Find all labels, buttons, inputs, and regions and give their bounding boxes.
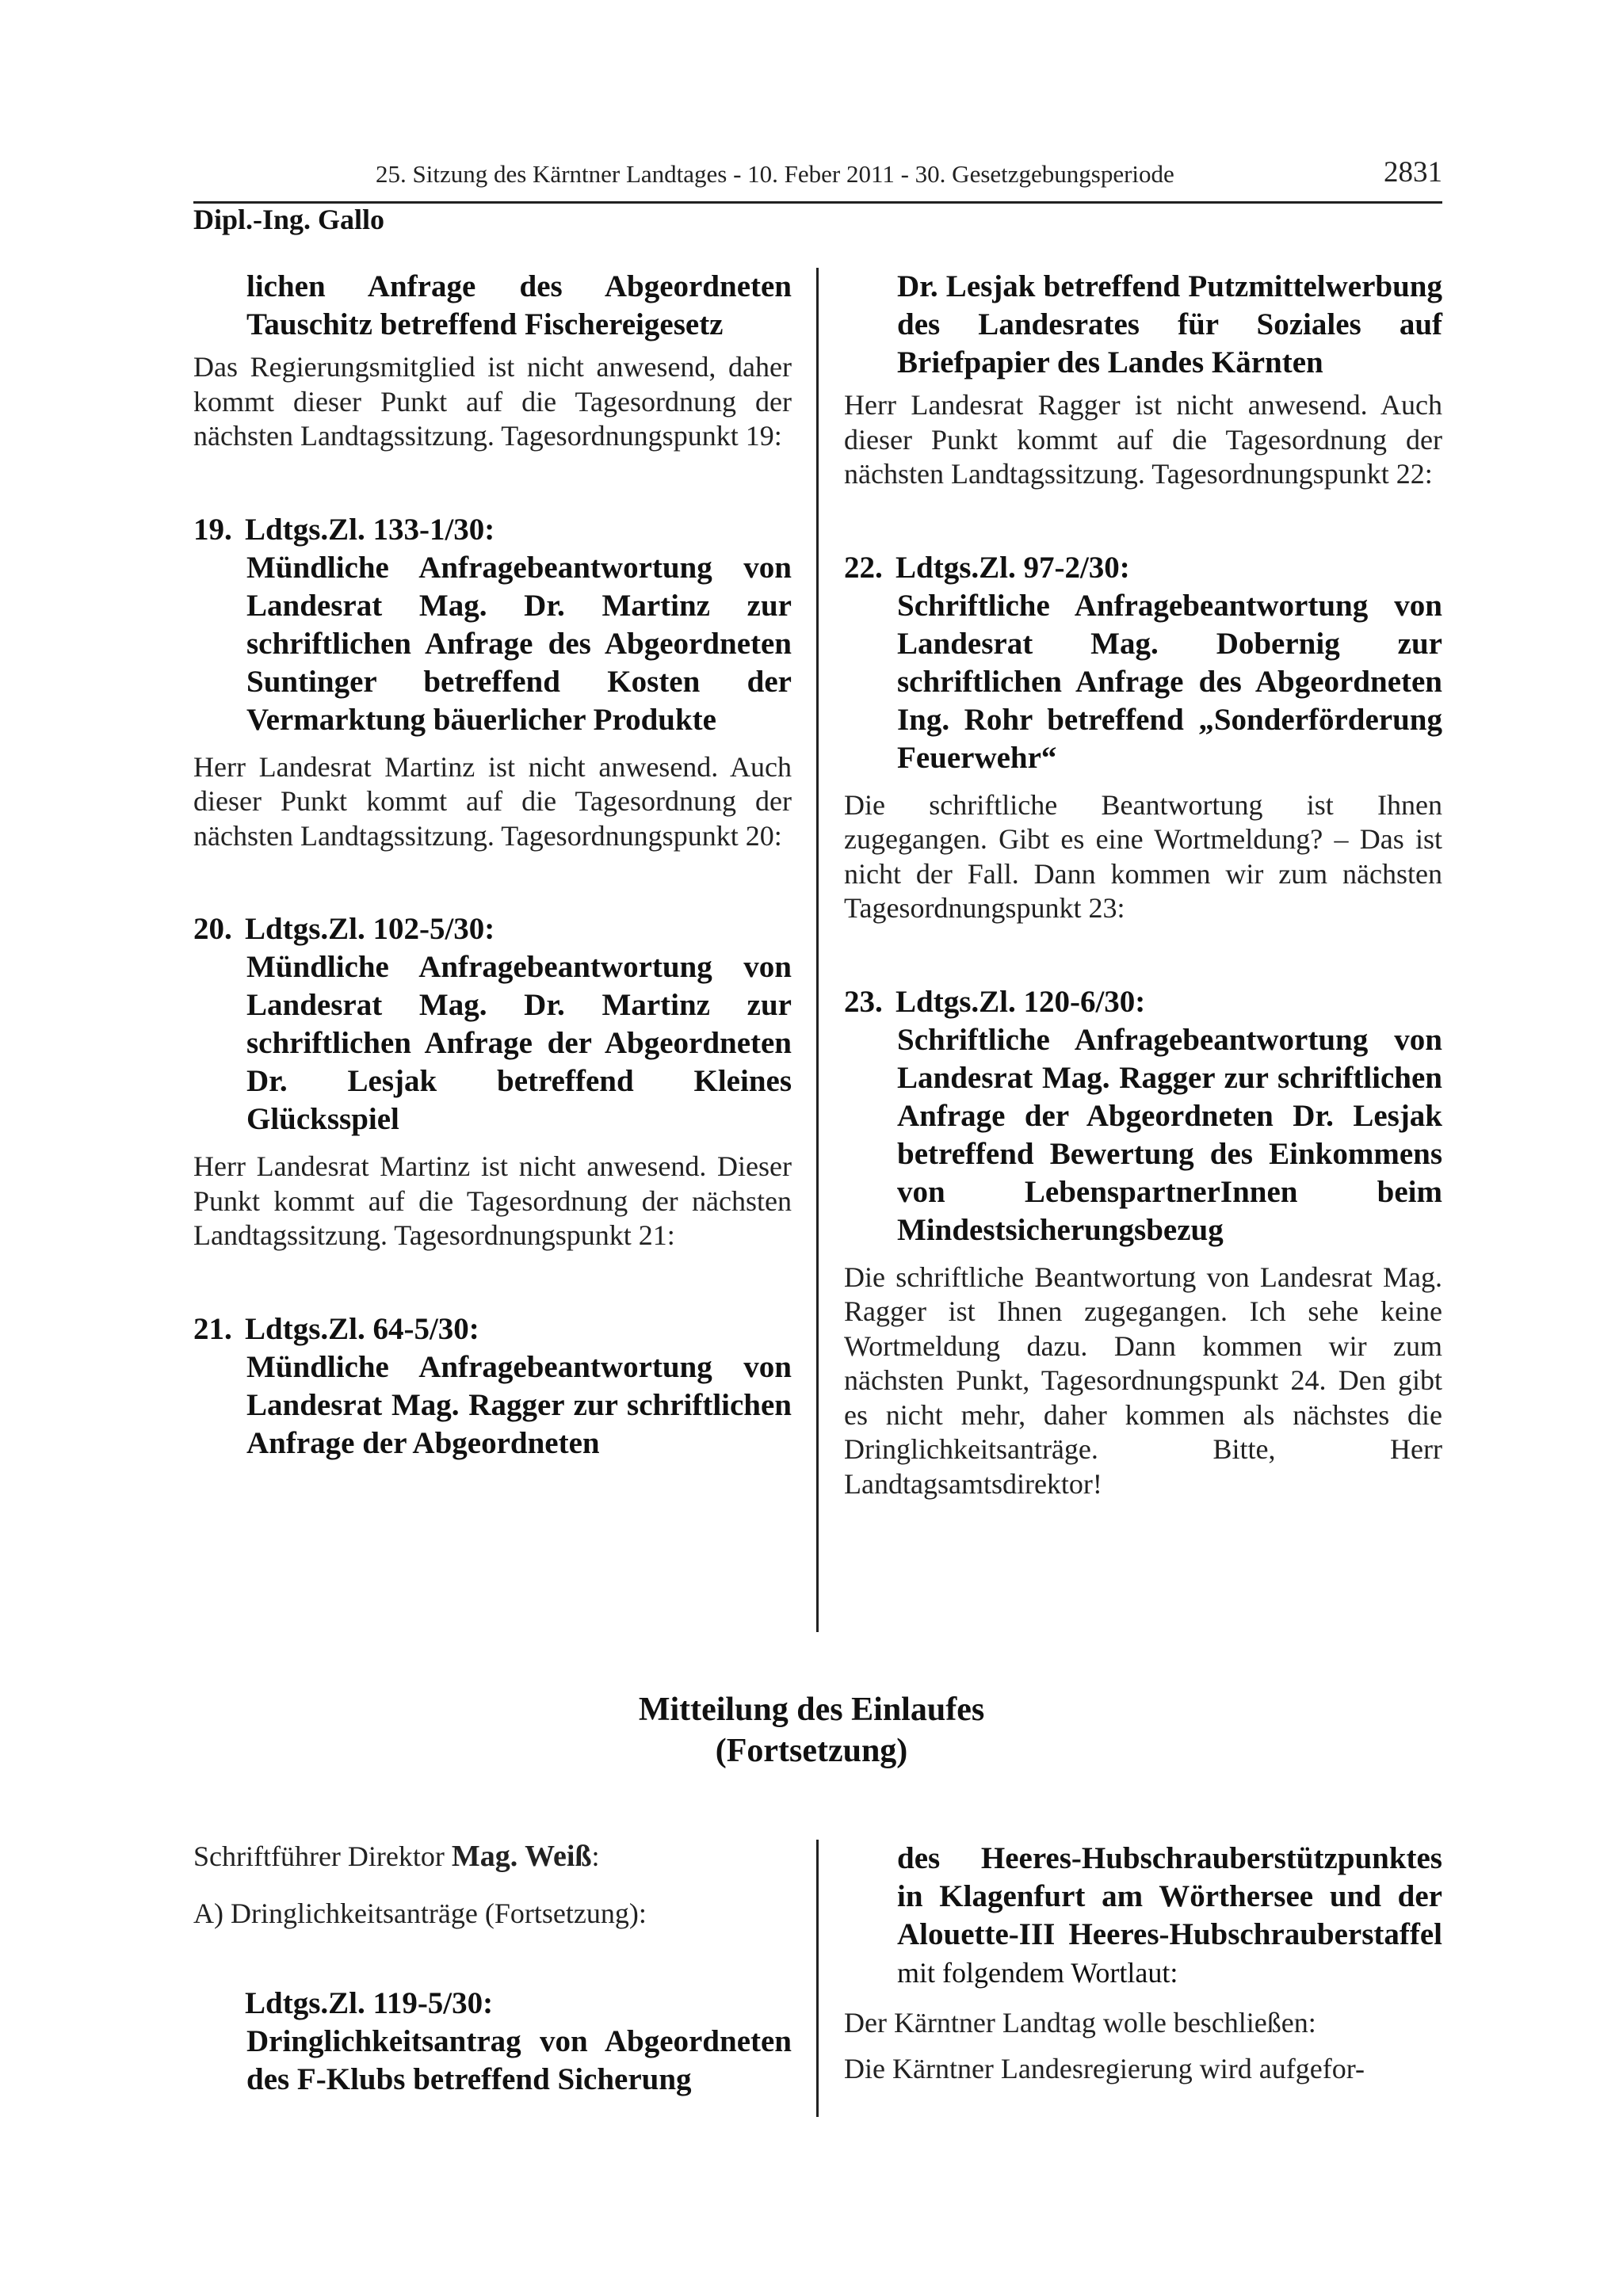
section-title-line-1: Mitteilung des Einlaufes xyxy=(638,1691,985,1728)
item-heading xyxy=(897,983,1442,1249)
item-number: 21. xyxy=(193,1311,232,1346)
section-title-line-2: (Fortsetzung) xyxy=(715,1733,908,1769)
intro-text-right: Herr Landesrat Ragger ist nicht anwesend. Auch dieser Punkt kommt auf die Tagesordnung der nächsten Landtagssitzung. Tagesordnungspunkt 22: xyxy=(844,389,1442,490)
speaker-prefix: Schriftführer Direktor xyxy=(193,1840,452,1872)
speaker-name-bold: Mag. Weiß xyxy=(451,1840,592,1873)
motion-heading xyxy=(246,1985,792,2099)
section-title xyxy=(0,1689,1623,1772)
item-title: Mündliche Anfragebeantwortung von Landesrat Mag. Dr. Martinz zur schriftlichen Anfrage der Abgeordneten Dr. Lesjak betreffend Kleines Glücksspiel xyxy=(246,950,792,1136)
motion-title-cont: des Heeres-Hubschrauberstützpunktes in Klagenfurt am Wörthersee und der Alouette-III Heeres-Hubschrauberstaffel xyxy=(897,1841,1442,1951)
motion-title: Dringlichkeitsantrag von Abgeordneten des F-Klubs betreffend Sicherung xyxy=(246,2024,792,2096)
item-number: 20. xyxy=(193,912,232,946)
lower-left-column xyxy=(193,1840,792,2099)
item-heading xyxy=(246,511,792,739)
speaker-line xyxy=(193,1840,792,1875)
motion-line-2: Die Kärntner Landesregierung wird aufgefor- xyxy=(844,2052,1365,2084)
running-title: 25. Sitzung des Kärntner Landtages - 10. Feber 2011 - 30. Gesetzgebungsperiode xyxy=(376,160,1174,188)
agenda-item-19 xyxy=(193,511,792,739)
speaker-name: Dipl.-Ing. Gallo xyxy=(193,204,385,235)
upper-right-column xyxy=(844,268,1442,1501)
item-reference: Ldtgs.Zl. 97-2/30: xyxy=(896,550,1130,585)
intro-heading-left: lichen Anfrage des Abgeordneten Tauschitz betreffend Fischereigesetz xyxy=(246,269,792,341)
item-reference: Ldtgs.Zl. 120-6/30: xyxy=(896,984,1146,1019)
column-divider-lower xyxy=(816,1840,819,2117)
motion-title-tail: mit folgendem Wortlaut: xyxy=(897,1957,1178,1989)
motion-reference: Ldtgs.Zl. 119-5/30: xyxy=(245,1986,494,2020)
item-title: Schriftliche Anfragebeantwortung von Landesrat Mag. Ragger zur schriftlichen Anfrage der Abgeordneten Dr. Lesjak betreffend Bewertung des Einkommens von LebenspartnerInnen beim Mindestsicherungsbezug xyxy=(897,1022,1442,1247)
speaker-suffix: : xyxy=(591,1840,600,1872)
column-divider xyxy=(816,268,819,1632)
running-header xyxy=(193,155,1442,204)
item-reference: Ldtgs.Zl. 64-5/30: xyxy=(245,1311,479,1346)
item-title: Schriftliche Anfragebeantwortung von Landesrat Mag. Dobernig zur schriftlichen Anfrage des Abgeordneten Ing. Rohr betreffend „Sonderförderung Feuerwehr“ xyxy=(897,588,1442,775)
item-20-text: Herr Landesrat Martinz ist nicht anwesend. Dieser Punkt kommt auf die Tagesordnung der nächsten Landtagssitzung. Tagesordnungspunkt 21: xyxy=(193,1150,792,1251)
item-reference: Ldtgs.Zl. 133-1/30: xyxy=(245,512,495,547)
agenda-item-23 xyxy=(844,983,1442,1249)
item-heading xyxy=(897,549,1442,777)
intro-text-left: Das Regierungsmitglied ist nicht anwesend, daher kommt dieser Punkt auf die Tagesordnung der nächsten Landtagssitzung. Tagesordnungspunkt 19: xyxy=(193,351,792,452)
motion-title-continued xyxy=(844,1840,1442,1992)
item-23-text: Die schriftliche Beantwortung von Landesrat Mag. Ragger ist Ihnen zugegangen. Ich sehe keine Wortmeldung dazu. Dann kommen wir zum nächsten Punkt, Tagesordnungspunkt 24. Den gibt es nicht mehr, daher kommen als nächstes die Dringlichkeitsanträge. Bitte, Herr Landtagsamtsdirektor! xyxy=(844,1261,1442,1500)
intro-heading-right: Dr. Lesjak betreffend Putzmittelwerbung des Landesrates für Soziales auf Briefpapier des Landes Kärnten xyxy=(897,269,1442,379)
item-title: Mündliche Anfragebeantwortung von Landesrat Mag. Ragger zur schriftlichen Anfrage der Abgeordneten xyxy=(246,1349,792,1460)
item-19-text: Herr Landesrat Martinz ist nicht anwesend. Auch dieser Punkt kommt auf die Tagesordnung der nächsten Landtagssitzung. Tagesordnungspunkt 20: xyxy=(193,750,792,852)
page-number: 2831 xyxy=(1384,156,1442,189)
agenda-item-22 xyxy=(844,549,1442,777)
item-title: Mündliche Anfragebeantwortung von Landesrat Mag. Dr. Martinz zur schriftlichen Anfrage des Abgeordneten Suntinger betreffend Kosten der Vermarktung bäuerlicher Produkte xyxy=(246,550,792,737)
agenda-item-20 xyxy=(193,910,792,1138)
subheading: A) Dringlichkeitsanträge (Fortsetzung): xyxy=(193,1897,647,1929)
agenda-item-21 xyxy=(193,1310,792,1463)
upper-left-column xyxy=(193,268,792,1463)
item-reference: Ldtgs.Zl. 102-5/30: xyxy=(245,912,495,946)
item-number: 19. xyxy=(193,512,232,547)
item-number: 22. xyxy=(844,550,883,585)
lower-right-column xyxy=(844,1840,1442,2086)
item-number: 23. xyxy=(844,984,883,1019)
motion-line-1: Der Kärntner Landtag wolle beschließen: xyxy=(844,2007,1316,2039)
item-heading xyxy=(246,910,792,1138)
item-heading xyxy=(246,1310,792,1463)
item-22-text: Die schriftliche Beantwortung ist Ihnen zugegangen. Gibt es eine Wortmeldung? – Das ist nicht der Fall. Dann kommen wir zum nächsten Tagesordnungspunkt 23: xyxy=(844,788,1442,924)
